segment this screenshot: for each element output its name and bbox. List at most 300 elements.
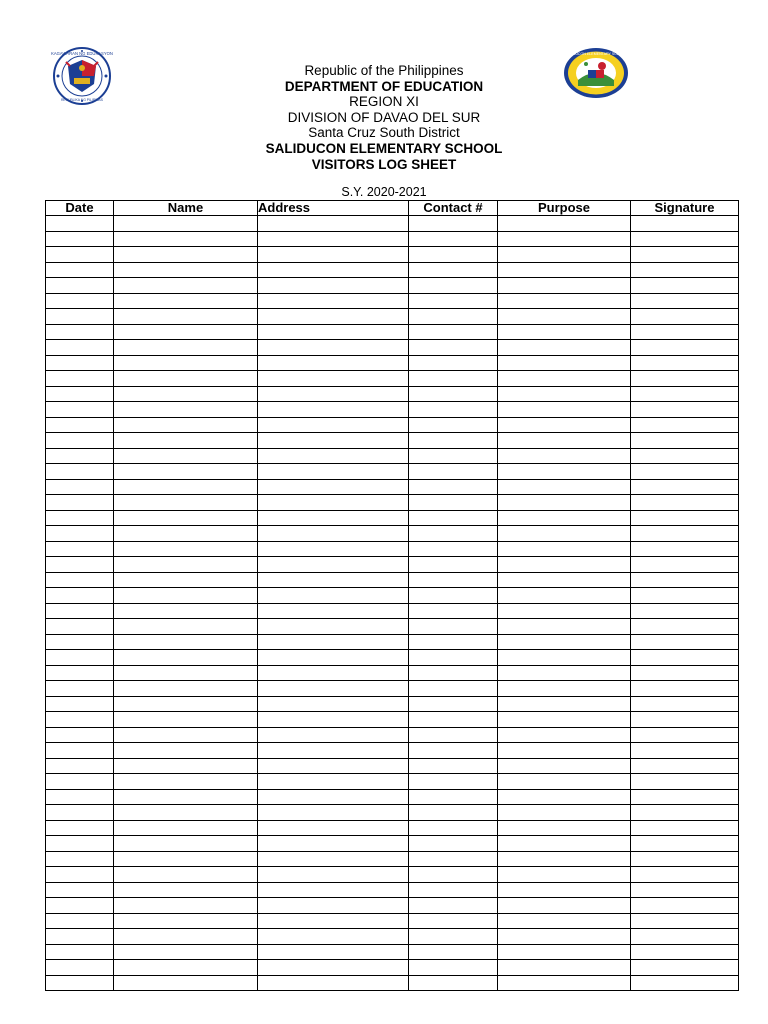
table-cell[interactable]: [409, 913, 498, 929]
table-cell[interactable]: [409, 309, 498, 325]
table-cell[interactable]: [498, 309, 631, 325]
table-cell[interactable]: [258, 665, 409, 681]
table-cell[interactable]: [631, 541, 739, 557]
table-cell[interactable]: [114, 557, 258, 573]
table-cell[interactable]: [498, 650, 631, 666]
table-cell[interactable]: [409, 247, 498, 263]
table-cell[interactable]: [409, 929, 498, 945]
table-cell[interactable]: [498, 216, 631, 232]
table-cell[interactable]: [409, 712, 498, 728]
table-cell[interactable]: [258, 588, 409, 604]
table-cell[interactable]: [258, 867, 409, 883]
table-cell[interactable]: [631, 929, 739, 945]
table-cell[interactable]: [409, 774, 498, 790]
table-cell[interactable]: [498, 712, 631, 728]
table-cell[interactable]: [114, 944, 258, 960]
table-cell[interactable]: [631, 247, 739, 263]
table-cell[interactable]: [258, 510, 409, 526]
table-cell[interactable]: [631, 665, 739, 681]
table-cell[interactable]: [631, 572, 739, 588]
table-cell[interactable]: [258, 479, 409, 495]
table-cell[interactable]: [114, 805, 258, 821]
table-cell[interactable]: [498, 324, 631, 340]
table-cell[interactable]: [46, 929, 114, 945]
table-cell[interactable]: [258, 355, 409, 371]
table-cell[interactable]: [498, 758, 631, 774]
table-cell[interactable]: [46, 634, 114, 650]
table-cell[interactable]: [46, 851, 114, 867]
table-cell[interactable]: [114, 820, 258, 836]
table-cell[interactable]: [631, 278, 739, 294]
table-cell[interactable]: [258, 526, 409, 542]
table-cell[interactable]: [631, 355, 739, 371]
table-cell[interactable]: [114, 355, 258, 371]
table-cell[interactable]: [46, 278, 114, 294]
table-cell[interactable]: [498, 619, 631, 635]
table-cell[interactable]: [498, 805, 631, 821]
table-cell[interactable]: [258, 696, 409, 712]
table-cell[interactable]: [498, 231, 631, 247]
table-cell[interactable]: [409, 402, 498, 418]
table-cell[interactable]: [46, 867, 114, 883]
table-cell[interactable]: [46, 665, 114, 681]
table-cell[interactable]: [114, 696, 258, 712]
table-cell[interactable]: [258, 495, 409, 511]
table-cell[interactable]: [46, 898, 114, 914]
table-cell[interactable]: [46, 913, 114, 929]
table-cell[interactable]: [409, 882, 498, 898]
table-cell[interactable]: [258, 603, 409, 619]
table-cell[interactable]: [114, 309, 258, 325]
table-cell[interactable]: [46, 774, 114, 790]
table-cell[interactable]: [46, 681, 114, 697]
table-cell[interactable]: [409, 340, 498, 356]
table-cell[interactable]: [46, 495, 114, 511]
table-cell[interactable]: [631, 293, 739, 309]
table-cell[interactable]: [114, 898, 258, 914]
table-cell[interactable]: [409, 758, 498, 774]
table-cell[interactable]: [258, 572, 409, 588]
table-cell[interactable]: [258, 231, 409, 247]
table-cell[interactable]: [409, 867, 498, 883]
table-cell[interactable]: [631, 960, 739, 976]
table-cell[interactable]: [409, 696, 498, 712]
table-cell[interactable]: [498, 572, 631, 588]
table-cell[interactable]: [409, 479, 498, 495]
table-cell[interactable]: [114, 882, 258, 898]
table-cell[interactable]: [46, 557, 114, 573]
table-cell[interactable]: [498, 603, 631, 619]
table-cell[interactable]: [498, 851, 631, 867]
table-cell[interactable]: [498, 727, 631, 743]
table-cell[interactable]: [631, 324, 739, 340]
table-cell[interactable]: [409, 944, 498, 960]
table-cell[interactable]: [409, 588, 498, 604]
table-cell[interactable]: [498, 944, 631, 960]
table-cell[interactable]: [498, 355, 631, 371]
table-cell[interactable]: [258, 898, 409, 914]
table-cell[interactable]: [409, 727, 498, 743]
table-cell[interactable]: [258, 805, 409, 821]
table-cell[interactable]: [409, 975, 498, 991]
table-cell[interactable]: [409, 464, 498, 480]
table-cell[interactable]: [46, 805, 114, 821]
table-cell[interactable]: [114, 247, 258, 263]
table-cell[interactable]: [498, 464, 631, 480]
table-cell[interactable]: [409, 386, 498, 402]
table-cell[interactable]: [258, 371, 409, 387]
table-cell[interactable]: [114, 588, 258, 604]
table-cell[interactable]: [258, 262, 409, 278]
table-cell[interactable]: [46, 510, 114, 526]
table-cell[interactable]: [498, 867, 631, 883]
table-cell[interactable]: [631, 944, 739, 960]
table-cell[interactable]: [258, 836, 409, 852]
table-cell[interactable]: [46, 619, 114, 635]
table-cell[interactable]: [258, 309, 409, 325]
table-cell[interactable]: [498, 402, 631, 418]
table-cell[interactable]: [498, 541, 631, 557]
table-cell[interactable]: [114, 324, 258, 340]
table-cell[interactable]: [258, 727, 409, 743]
table-cell[interactable]: [498, 820, 631, 836]
table-cell[interactable]: [631, 712, 739, 728]
table-cell[interactable]: [409, 216, 498, 232]
table-cell[interactable]: [46, 712, 114, 728]
table-cell[interactable]: [409, 293, 498, 309]
table-cell[interactable]: [409, 262, 498, 278]
table-cell[interactable]: [498, 340, 631, 356]
table-cell[interactable]: [114, 836, 258, 852]
table-cell[interactable]: [46, 882, 114, 898]
table-cell[interactable]: [258, 851, 409, 867]
table-cell[interactable]: [498, 247, 631, 263]
table-cell[interactable]: [409, 371, 498, 387]
table-cell[interactable]: [46, 355, 114, 371]
table-cell[interactable]: [258, 417, 409, 433]
table-cell[interactable]: [498, 448, 631, 464]
table-cell[interactable]: [631, 262, 739, 278]
table-cell[interactable]: [258, 247, 409, 263]
table-cell[interactable]: [631, 774, 739, 790]
table-cell[interactable]: [498, 789, 631, 805]
table-cell[interactable]: [114, 665, 258, 681]
table-cell[interactable]: [631, 758, 739, 774]
table-cell[interactable]: [258, 634, 409, 650]
table-cell[interactable]: [46, 789, 114, 805]
table-cell[interactable]: [631, 417, 739, 433]
table-cell[interactable]: [114, 619, 258, 635]
table-cell[interactable]: [114, 293, 258, 309]
table-cell[interactable]: [409, 572, 498, 588]
table-cell[interactable]: [46, 324, 114, 340]
table-cell[interactable]: [46, 820, 114, 836]
table-cell[interactable]: [409, 526, 498, 542]
table-cell[interactable]: [258, 975, 409, 991]
table-cell[interactable]: [114, 603, 258, 619]
table-cell[interactable]: [409, 665, 498, 681]
table-cell[interactable]: [258, 743, 409, 759]
table-cell[interactable]: [498, 495, 631, 511]
table-cell[interactable]: [631, 495, 739, 511]
table-cell[interactable]: [114, 402, 258, 418]
table-cell[interactable]: [46, 588, 114, 604]
table-cell[interactable]: [46, 541, 114, 557]
table-cell[interactable]: [46, 603, 114, 619]
table-cell[interactable]: [114, 727, 258, 743]
table-cell[interactable]: [409, 619, 498, 635]
table-cell[interactable]: [631, 479, 739, 495]
table-cell[interactable]: [114, 572, 258, 588]
table-cell[interactable]: [114, 371, 258, 387]
table-cell[interactable]: [114, 929, 258, 945]
table-cell[interactable]: [409, 541, 498, 557]
table-cell[interactable]: [498, 898, 631, 914]
table-cell[interactable]: [631, 340, 739, 356]
table-cell[interactable]: [114, 386, 258, 402]
table-cell[interactable]: [258, 774, 409, 790]
table-cell[interactable]: [114, 417, 258, 433]
table-cell[interactable]: [409, 603, 498, 619]
table-cell[interactable]: [631, 588, 739, 604]
table-cell[interactable]: [498, 665, 631, 681]
table-cell[interactable]: [46, 216, 114, 232]
table-cell[interactable]: [631, 913, 739, 929]
table-cell[interactable]: [258, 557, 409, 573]
table-cell[interactable]: [409, 510, 498, 526]
table-cell[interactable]: [258, 293, 409, 309]
table-cell[interactable]: [498, 913, 631, 929]
table-cell[interactable]: [498, 417, 631, 433]
table-cell[interactable]: [498, 557, 631, 573]
table-cell[interactable]: [409, 324, 498, 340]
table-cell[interactable]: [46, 479, 114, 495]
table-cell[interactable]: [409, 557, 498, 573]
table-cell[interactable]: [114, 262, 258, 278]
table-cell[interactable]: [258, 340, 409, 356]
table-cell[interactable]: [498, 836, 631, 852]
table-cell[interactable]: [46, 696, 114, 712]
table-cell[interactable]: [46, 448, 114, 464]
table-cell[interactable]: [409, 960, 498, 976]
table-cell[interactable]: [114, 913, 258, 929]
table-cell[interactable]: [258, 448, 409, 464]
table-cell[interactable]: [409, 898, 498, 914]
table-cell[interactable]: [258, 278, 409, 294]
table-cell[interactable]: [409, 355, 498, 371]
table-cell[interactable]: [46, 975, 114, 991]
table-cell[interactable]: [114, 758, 258, 774]
table-cell[interactable]: [258, 944, 409, 960]
table-cell[interactable]: [114, 433, 258, 449]
table-cell[interactable]: [46, 743, 114, 759]
table-cell[interactable]: [46, 340, 114, 356]
table-cell[interactable]: [409, 634, 498, 650]
table-cell[interactable]: [258, 960, 409, 976]
table-cell[interactable]: [409, 836, 498, 852]
table-cell[interactable]: [631, 898, 739, 914]
table-cell[interactable]: [258, 650, 409, 666]
table-cell[interactable]: [114, 464, 258, 480]
table-cell[interactable]: [409, 417, 498, 433]
table-cell[interactable]: [631, 975, 739, 991]
table-cell[interactable]: [258, 789, 409, 805]
table-cell[interactable]: [114, 867, 258, 883]
table-cell[interactable]: [631, 867, 739, 883]
table-cell[interactable]: [631, 448, 739, 464]
table-cell[interactable]: [631, 309, 739, 325]
table-cell[interactable]: [114, 712, 258, 728]
table-cell[interactable]: [46, 402, 114, 418]
table-cell[interactable]: [258, 324, 409, 340]
table-cell[interactable]: [114, 448, 258, 464]
table-cell[interactable]: [631, 820, 739, 836]
table-cell[interactable]: [498, 479, 631, 495]
table-cell[interactable]: [258, 541, 409, 557]
table-cell[interactable]: [46, 758, 114, 774]
table-cell[interactable]: [409, 681, 498, 697]
table-cell[interactable]: [46, 293, 114, 309]
table-cell[interactable]: [114, 774, 258, 790]
table-cell[interactable]: [498, 510, 631, 526]
table-cell[interactable]: [114, 975, 258, 991]
table-cell[interactable]: [114, 743, 258, 759]
table-cell[interactable]: [114, 510, 258, 526]
table-cell[interactable]: [631, 789, 739, 805]
table-cell[interactable]: [631, 557, 739, 573]
table-cell[interactable]: [631, 386, 739, 402]
table-cell[interactable]: [258, 619, 409, 635]
table-cell[interactable]: [409, 448, 498, 464]
table-cell[interactable]: [46, 572, 114, 588]
table-cell[interactable]: [114, 526, 258, 542]
table-cell[interactable]: [631, 727, 739, 743]
table-cell[interactable]: [631, 743, 739, 759]
table-cell[interactable]: [498, 371, 631, 387]
table-cell[interactable]: [409, 495, 498, 511]
table-cell[interactable]: [258, 681, 409, 697]
table-cell[interactable]: [498, 588, 631, 604]
table-cell[interactable]: [258, 433, 409, 449]
table-cell[interactable]: [409, 231, 498, 247]
table-cell[interactable]: [258, 712, 409, 728]
table-cell[interactable]: [258, 882, 409, 898]
table-cell[interactable]: [46, 836, 114, 852]
table-cell[interactable]: [409, 805, 498, 821]
table-cell[interactable]: [498, 696, 631, 712]
table-cell[interactable]: [258, 758, 409, 774]
table-cell[interactable]: [631, 433, 739, 449]
table-cell[interactable]: [631, 836, 739, 852]
table-cell[interactable]: [258, 402, 409, 418]
table-cell[interactable]: [409, 743, 498, 759]
table-cell[interactable]: [114, 340, 258, 356]
table-cell[interactable]: [498, 882, 631, 898]
table-cell[interactable]: [498, 433, 631, 449]
table-cell[interactable]: [114, 278, 258, 294]
table-cell[interactable]: [114, 495, 258, 511]
table-cell[interactable]: [631, 402, 739, 418]
table-cell[interactable]: [498, 960, 631, 976]
table-cell[interactable]: [498, 929, 631, 945]
table-cell[interactable]: [631, 650, 739, 666]
table-cell[interactable]: [46, 247, 114, 263]
table-cell[interactable]: [46, 371, 114, 387]
table-cell[interactable]: [631, 526, 739, 542]
table-cell[interactable]: [631, 681, 739, 697]
table-cell[interactable]: [409, 433, 498, 449]
table-cell[interactable]: [46, 727, 114, 743]
table-cell[interactable]: [631, 464, 739, 480]
table-cell[interactable]: [258, 464, 409, 480]
table-cell[interactable]: [114, 650, 258, 666]
table-cell[interactable]: [114, 960, 258, 976]
table-cell[interactable]: [498, 634, 631, 650]
table-cell[interactable]: [498, 975, 631, 991]
table-cell[interactable]: [258, 386, 409, 402]
table-cell[interactable]: [46, 309, 114, 325]
table-cell[interactable]: [114, 851, 258, 867]
table-cell[interactable]: [46, 417, 114, 433]
table-cell[interactable]: [498, 262, 631, 278]
table-cell[interactable]: [631, 851, 739, 867]
table-cell[interactable]: [46, 386, 114, 402]
table-cell[interactable]: [46, 944, 114, 960]
table-cell[interactable]: [46, 262, 114, 278]
table-cell[interactable]: [498, 743, 631, 759]
table-cell[interactable]: [258, 913, 409, 929]
table-cell[interactable]: [114, 634, 258, 650]
table-cell[interactable]: [409, 851, 498, 867]
table-cell[interactable]: [409, 650, 498, 666]
table-cell[interactable]: [498, 681, 631, 697]
table-cell[interactable]: [258, 929, 409, 945]
table-cell[interactable]: [114, 216, 258, 232]
table-cell[interactable]: [114, 681, 258, 697]
table-cell[interactable]: [114, 231, 258, 247]
table-cell[interactable]: [498, 386, 631, 402]
table-cell[interactable]: [631, 634, 739, 650]
table-cell[interactable]: [631, 696, 739, 712]
table-cell[interactable]: [409, 278, 498, 294]
table-cell[interactable]: [631, 216, 739, 232]
table-cell[interactable]: [46, 960, 114, 976]
table-cell[interactable]: [409, 789, 498, 805]
table-cell[interactable]: [46, 231, 114, 247]
table-cell[interactable]: [631, 371, 739, 387]
table-cell[interactable]: [409, 820, 498, 836]
table-cell[interactable]: [498, 293, 631, 309]
table-cell[interactable]: [46, 433, 114, 449]
table-cell[interactable]: [631, 619, 739, 635]
table-cell[interactable]: [46, 650, 114, 666]
table-cell[interactable]: [46, 526, 114, 542]
table-cell[interactable]: [631, 882, 739, 898]
table-cell[interactable]: [258, 216, 409, 232]
table-cell[interactable]: [46, 464, 114, 480]
table-cell[interactable]: [498, 526, 631, 542]
table-cell[interactable]: [631, 231, 739, 247]
table-cell[interactable]: [258, 820, 409, 836]
table-cell[interactable]: [631, 510, 739, 526]
table-cell[interactable]: [114, 541, 258, 557]
table-cell[interactable]: [114, 479, 258, 495]
table-cell[interactable]: [114, 789, 258, 805]
table-cell[interactable]: [631, 603, 739, 619]
table-cell[interactable]: [498, 774, 631, 790]
table-cell[interactable]: [498, 278, 631, 294]
table-cell[interactable]: [631, 805, 739, 821]
